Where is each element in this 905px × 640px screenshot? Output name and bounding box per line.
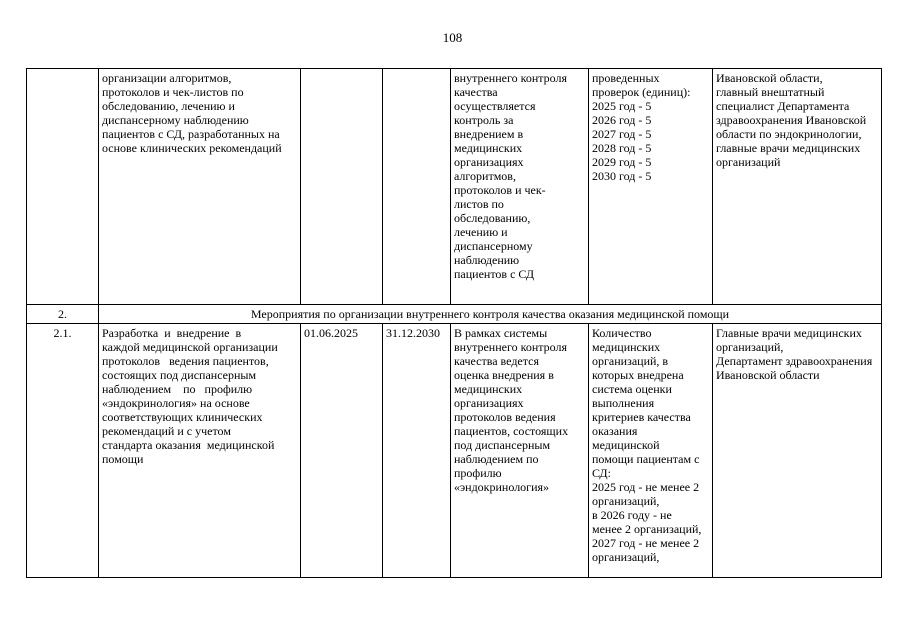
result-line: листов по	[454, 197, 504, 211]
indicator-line: 2027 год - 5	[592, 127, 652, 141]
table-row-continuation	[27, 69, 882, 305]
page-number: 108	[442, 30, 463, 45]
event-line: организации алгоритмов,	[102, 71, 232, 85]
result-line: под диспансерным	[454, 438, 551, 452]
cell-event	[99, 69, 301, 305]
indicator-line: 2028 год - 5	[592, 141, 652, 155]
indicator-line: 2027 год - не менее 2	[592, 536, 700, 550]
event-line: протоколов ведения пациентов,	[102, 354, 269, 368]
indicator-line: медицинской	[592, 438, 660, 452]
result-line: «эндокринология»	[454, 480, 550, 494]
indicator-line: оказания	[592, 424, 638, 438]
indicator-line: выполнения	[592, 396, 655, 410]
result-line: наблюдением по	[454, 452, 539, 466]
indicator-line: которых внедрена	[592, 368, 684, 382]
event-line: рекомендаций и с учетом	[102, 424, 231, 438]
event-line: состоящих под диспансерным	[102, 368, 257, 382]
responsible-line: Департамент здравоохранения	[716, 354, 873, 368]
indicator-line: 2030 год - 5	[592, 169, 652, 183]
cell-responsible	[713, 69, 882, 305]
responsible-line: области по эндокринологии,	[716, 127, 862, 141]
indicator-line: проверок (единиц):	[592, 85, 691, 99]
result-line: протоколов и чек-	[454, 183, 546, 197]
result-line: оценка внедрения в	[454, 368, 554, 382]
event-line: Разработка и внедрение в	[102, 326, 242, 340]
indicator-line: 2025 год - 5	[592, 99, 652, 113]
event-line: основе клинических рекомендаций	[102, 141, 282, 155]
result-line: внутреннего контроля	[454, 71, 567, 85]
result-line: контроль за	[454, 113, 514, 127]
responsible-line: Ивановской области	[716, 368, 820, 382]
result-line: пациентов, состоящих	[454, 424, 569, 438]
cell-indicator	[589, 324, 713, 578]
responsible-line: специалист Департамента	[716, 99, 850, 113]
indicator-line: в 2026 году - не	[592, 508, 672, 522]
result-line: протоколов ведения	[454, 410, 556, 424]
indicator-line: проведенных	[592, 71, 660, 85]
indicator-line: организаций,	[592, 494, 660, 508]
result-line: медицинских	[454, 382, 523, 396]
result-line: обследованию,	[454, 211, 531, 225]
indicator-line: критериев качества	[592, 410, 691, 424]
event-line: диспансерному наблюдению	[102, 113, 249, 127]
indicator-line: менее 2 организаций,	[592, 522, 702, 536]
indicator-line: медицинских	[592, 340, 661, 354]
indicator-line: помощи пациентам с	[592, 452, 700, 466]
event-line: соответствующих клинических	[102, 410, 263, 424]
cell-end-date	[383, 69, 451, 305]
indicator-line: организаций,	[592, 550, 660, 564]
cell-start-date	[301, 69, 383, 305]
indicator-line: организаций, в	[592, 354, 669, 368]
event-line: наблюдением по профилю	[102, 382, 253, 396]
cell-section-number: 2.	[27, 305, 99, 324]
responsible-line: Главные врачи медицинских	[716, 326, 862, 340]
plan-table	[26, 68, 882, 578]
indicator-line: 2026 год - 5	[592, 113, 652, 127]
event-line: обследованию, лечению и	[102, 99, 235, 113]
event-line: стандарта оказания медицинской	[102, 438, 275, 452]
indicator-line: Количество	[592, 326, 652, 340]
event-line: «эндокринология» на основе	[102, 396, 250, 410]
result-line: наблюдению	[454, 253, 520, 267]
result-line: медицинских	[454, 141, 523, 155]
cell-number: 2.1.	[27, 324, 99, 578]
result-line: организациях	[454, 396, 524, 410]
event-line: помощи	[102, 452, 144, 466]
responsible-line: организаций,	[716, 340, 784, 354]
responsible-line: главные врачи медицинских	[716, 141, 861, 155]
cell-number	[27, 69, 99, 305]
result-line: алгоритмов,	[454, 169, 516, 183]
result-line: профилю	[454, 466, 502, 480]
result-line: пациентов с СД	[454, 267, 535, 281]
responsible-line: главный внештатный	[716, 85, 825, 99]
result-line: В рамках системы	[454, 326, 548, 340]
responsible-line: Ивановской области,	[716, 71, 823, 85]
cell-event	[99, 324, 301, 578]
result-line: качества	[454, 85, 498, 99]
indicator-line: СД:	[592, 466, 611, 480]
result-line: внедрением в	[454, 127, 524, 141]
cell-result	[451, 69, 589, 305]
table-row-item	[27, 324, 882, 578]
event-line: протоколов и чек-листов по	[102, 85, 244, 99]
result-line: качества ведется	[454, 354, 539, 368]
result-line: лечению и	[454, 225, 508, 239]
cell-end-date: 31.12.2030	[383, 324, 451, 578]
responsible-line: здравоохранения Ивановской	[716, 113, 867, 127]
result-line: диспансерному	[454, 239, 533, 253]
event-line: каждой медицинской организации	[102, 340, 278, 354]
result-line: внутреннего контроля	[454, 340, 567, 354]
indicator-line: 2029 год - 5	[592, 155, 652, 169]
cell-result	[451, 324, 589, 578]
indicator-line: 2025 год - не менее 2	[592, 480, 700, 494]
event-line: пациентов с СД, разработанных на	[102, 127, 280, 141]
cell-start-date: 01.06.2025	[301, 324, 383, 578]
result-line: организациях	[454, 155, 524, 169]
responsible-line: организаций	[716, 155, 781, 169]
cell-responsible	[713, 324, 882, 578]
result-line: осуществляется	[454, 99, 536, 113]
table-row-section	[27, 305, 882, 324]
cell-section-title: Мероприятия по организации внутреннего контроля качества оказания медицинской помощи	[99, 305, 882, 324]
cell-indicator	[589, 69, 713, 305]
indicator-line: система оценки	[592, 382, 672, 396]
